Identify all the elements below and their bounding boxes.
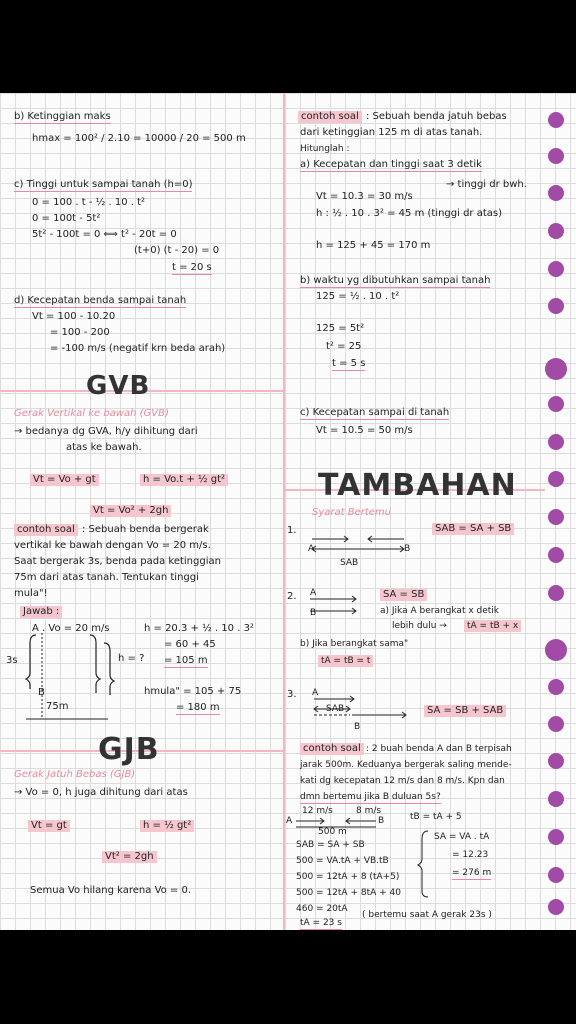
case-2-a-formula: tA = tB + x [464,620,521,632]
case-3-formula: SA = SB + SAB [424,705,506,717]
gjb-title: GJB [98,732,160,767]
right-c-heading: c) Kecepatan sampai di tanah [300,407,450,418]
left-c-line-3: 5t² - 100t = 0 ⟺ t² - 20t = 0 [32,229,177,240]
left-c-heading: c) Tinggi untuk sampai tanah (h=0) [14,179,193,190]
ex2-distance: 500 m [318,827,347,837]
jawab-mula-1: hmula" = 105 + 75 [144,686,242,697]
jawab-calc-3: = 105 m [164,655,208,666]
gvb-note-2: atas ke bawah. [66,442,142,453]
left-c-line-4: (t+0) (t - 20) = 0 [134,245,220,256]
right-example2-line-1: : 2 buah benda A dan B terpisah [366,744,512,754]
ex2-sa-1: SA = VA . tA [434,832,490,842]
gvb-formula-2: h = Vo.t + ½ gt² [140,474,228,486]
jawab-vo: A . Vo = 20 m/s [32,623,110,634]
gvb-title: GVB [86,371,151,401]
ex2-sa-3: = 276 m [452,868,492,878]
fall-diagram [14,629,134,729]
ex2-speed-a: 12 m/s [302,806,333,816]
syarat-heading: Syarat Bertemu [312,507,392,518]
tambahan-title: TAMBAHAN [318,468,517,503]
right-a-line-1: Vt = 10.3 = 30 m/s [316,191,413,202]
right-b-line-3: t² = 25 [326,341,362,352]
gjb-formula-3: Vt² = 2gh [102,851,157,863]
left-d-line-2: = 100 - 200 [50,327,110,338]
right-b-heading: b) waktu yg dibutuhkan sampai tanah [300,275,491,286]
case-2-point-B: B [310,608,317,618]
case-2-b-formula: tA = tB = t [318,655,373,667]
gjb-formula-2: h = ½ gt² [140,820,194,832]
case-2-b: b) Jika berangkat sama" [300,639,409,649]
case-2-point-A: A [310,588,317,598]
right-a-line-2: h : ½ . 10 . 3² = 45 m (tinggi dr atas) [316,208,503,219]
gvb-formula-1: Vt = Vo + gt [30,474,99,486]
left-b-formula: hmax = 100² / 2.10 = 10000 / 20 = 500 m [32,133,246,144]
case-1-formula: SAB = SA + SB [432,523,514,535]
left-c-line-1: 0 = 100 . t - ½ . 10 . t² [32,197,146,208]
right-a-heading: a) Kecepatan dan tinggi saat 3 detik [300,159,482,170]
case-1-label: SAB [340,558,359,568]
right-example2-label: contoh soal [300,743,364,755]
right-example2-line-4: dmn bertemu jika B duluan 5s? [300,792,441,802]
case-2-number: 2. [287,591,297,602]
ex2-speed-b: 8 m/s [356,806,382,816]
left-c-line-2: 0 = 100t - 5t² [32,213,101,224]
gvb-subtitle: Gerak Vertikal ke bawah (GVB) [14,408,169,419]
right-example2-line-3: kati dg kecepatan 12 m/s dan 8 m/s. Kpn dan [300,776,505,786]
case-1-point-A: A [308,544,315,554]
left-example-line-2: vertikal ke bawah dengan Vo = 20 m/s. [14,540,211,551]
case-3-label: SAB [326,704,345,714]
ex2-line-2: 500 = VA.tA + VB.tB [296,856,389,866]
gjb-formula-1: Vt = gt [28,820,70,832]
ex2-line-6: tA = 23 s [300,918,342,928]
ex2-point-B: B [378,816,385,826]
ex2-line-5: 460 = 20tA [296,904,348,914]
case-2-a2: lebih dulu → [392,621,447,631]
right-c-line: Vt = 10.5 = 50 m/s [316,425,413,436]
left-example-line-4: 75m dari atas tanah. Tentukan tinggi [14,572,199,583]
case-1-diagram [308,533,418,563]
ex2-brace [418,829,430,899]
gvb-formula-3: Vt = Vo² + 2gh [90,505,171,517]
left-example-label: contoh soal [14,524,78,536]
ex2-tb: tB = tA + 5 [410,812,462,822]
gjb-note: → Vo = 0, h juga dihitung dari atas [14,787,188,798]
right-b-line-2: 125 = 5t² [316,323,365,334]
jawab-calc-1: h = 20.3 + ½ . 10 . 3² [144,623,254,634]
left-example-line-1: : Sebuah benda bergerak [82,524,209,535]
left-d-heading: d) Kecepatan benda sampai tanah [14,295,187,306]
case-3-point-B: B [354,722,361,732]
case-2-a: a) Jika A berangkat x detik [380,606,500,616]
jawab-mula-2: = 180 m [176,702,220,713]
jawab-h: h = ? [118,653,145,664]
right-example-line-1: : Sebuah benda jatuh bebas [366,111,507,122]
left-example-line-3: Saat bergerak 3s, benda pada ketinggian [14,556,221,567]
case-2-formula: SA = SB [380,589,427,601]
gjb-subtitle: Gerak Jatuh Bebas (GJB) [14,769,136,780]
jawab-75m: 75m [46,701,69,712]
left-d-line-3: = -100 m/s (negatif krn beda arah) [50,343,226,354]
ex2-sa-2: = 12.23 [452,850,489,860]
ex2-line-1: SAB = SA + SB [296,840,365,850]
right-example2-line-2: jarak 500m. Keduanya bergerak saling mende- [300,760,512,770]
right-a-note: → tinggi dr bwh. [446,179,527,190]
left-c-line-5: t = 20 s [172,262,212,273]
case-1-point-B: B [404,544,411,554]
ex2-line-3: 500 = 12tA + 8 (tA+5) [296,872,400,882]
left-b-heading: b) Ketinggian maks [14,111,111,122]
right-a-line-3: h = 125 + 45 = 170 m [316,240,431,251]
left-example-line-5: mula"! [14,588,48,599]
gvb-note-1: → bedanya dg GVA, h/y dihitung dari [14,426,198,437]
ex2-point-A: A [286,816,293,826]
notebook-page [0,93,576,930]
case-1-number: 1. [287,525,297,536]
jawab-calc-2: = 60 + 45 [164,639,216,650]
right-b-line-1: 125 = ½ . 10 . t² [316,291,400,302]
right-example-line-2: dari ketinggian 125 m di atas tanah. [300,127,483,138]
ex2-line-4: 500 = 12tA + 8tA + 40 [296,888,401,898]
right-b-line-4: t = 5 s [332,358,366,369]
jawab-3s: 3s [6,655,18,666]
ex2-meet: ( bertemu saat A gerak 23s ) [362,910,492,920]
left-d-line-1: Vt = 100 - 10.20 [32,311,116,322]
case-2-diagram [308,593,368,623]
gjb-end: Semua Vo hilang karena Vo = 0. [30,885,192,896]
right-example-line-3: Hitunglah : [300,144,350,154]
right-example-label: contoh soal [298,111,362,123]
case-3-number: 3. [287,689,297,700]
center-divider [283,93,285,930]
jawab-label: Jawab : [20,606,62,618]
jawab-B: B [38,687,45,698]
case-3-point-A: A [312,688,319,698]
